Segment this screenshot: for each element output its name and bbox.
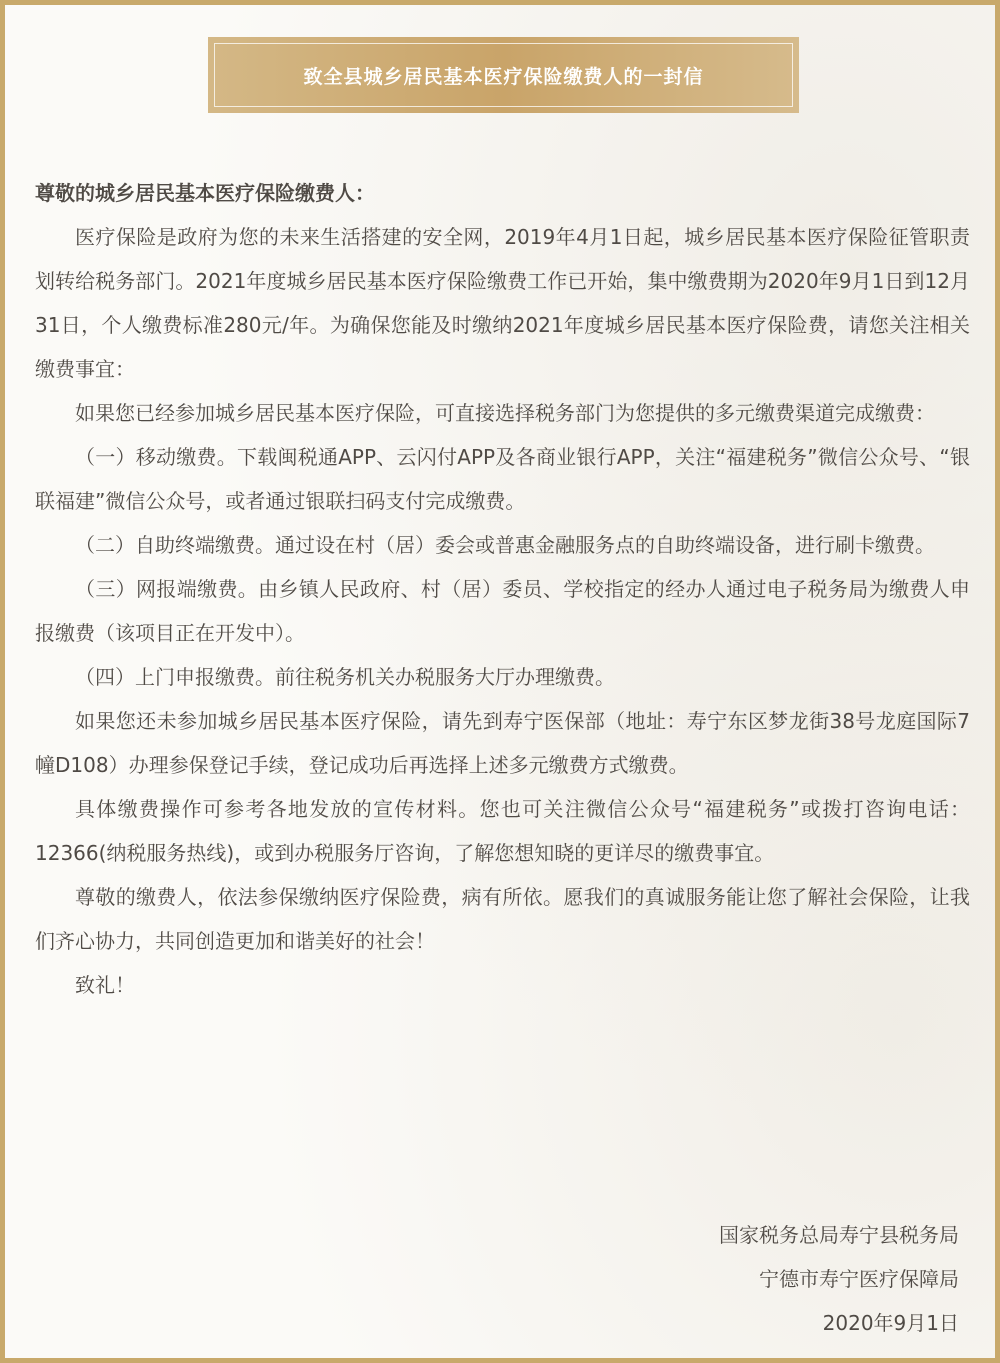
letter-body [35,171,970,1007]
paragraph-salutation: 致礼！ [75,973,135,997]
paragraph-online-declaration: （三）网报端缴费。由乡镇人民政府、村（居）委员、学校指定的经办人通过电子税务局为缴费人申报缴费（该项目正在开发中）。 [35,577,970,645]
paragraph-onsite-declaration: （四）上门申报缴费。前往税务机关办税服务大厅办理缴费。 [75,665,615,689]
paragraph-mobile-payment: （一）移动缴费。下载闽税通APP、云闪付APP及各商业银行APP，关注“福建税务”微信公众号、“银联福建”微信公众号，或者通过银联扫码支付完成缴费。 [35,445,970,513]
signature-org-tax: 国家税务总局寿宁县税务局 [719,1223,959,1247]
paragraph-channels: 如果您已经参加城乡居民基本医疗保险，可直接选择税务部门为您提供的多元缴费渠道完成缴费： [75,401,935,425]
signature-date: 2020年9月1日 [822,1311,959,1335]
paragraph-intro: 医疗保险是政府为您的未来生活搭建的安全网，2019年4月1日起，城乡居民基本医疗保险征管职责划转给税务部门。2021年度城乡居民基本医疗保险缴费工作已开始，集中缴费期为2020年9月1日到12月31日，个人缴费标准280元/年。为确保您能及时缴纳2021年度城乡居民基本医疗保险费，请您关注相关缴费事宜： [35,225,970,381]
paragraph-closing: 尊敬的缴费人，依法参保缴纳医疗保险费，病有所依。愿我们的真诚服务能让您了解社会保险，让我们齐心协力，共同创造更加和谐美好的社会！ [35,885,970,953]
title-banner [208,37,799,113]
letter-title: 致全县城乡居民基本医疗保险缴费人的一封信 [214,43,793,107]
letter-signature [719,1213,959,1345]
paragraph-not-insured: 如果您还未参加城乡居民基本医疗保险，请先到寿宁医保部（地址：寿宁东区梦龙街38号龙庭国际7幢D108）办理参保登记手续，登记成功后再选择上述多元缴费方式缴费。 [35,709,970,777]
paragraph-self-service-terminal: （二）自助终端缴费。通过设在村（居）委会或普惠金融服务点的自助终端设备，进行刷卡缴费。 [75,533,935,557]
letter-greeting: 尊敬的城乡居民基本医疗保险缴费人： [35,181,375,205]
paragraph-contact: 具体缴费操作可参考各地发放的宣传材料。您也可关注微信公众号“福建税务”或拨打咨询电话：12366(纳税服务热线)，或到办税服务厅咨询，了解您想知晓的更详尽的缴费事宜。 [35,797,970,865]
signature-org-medical: 宁德市寿宁医疗保障局 [759,1267,959,1291]
